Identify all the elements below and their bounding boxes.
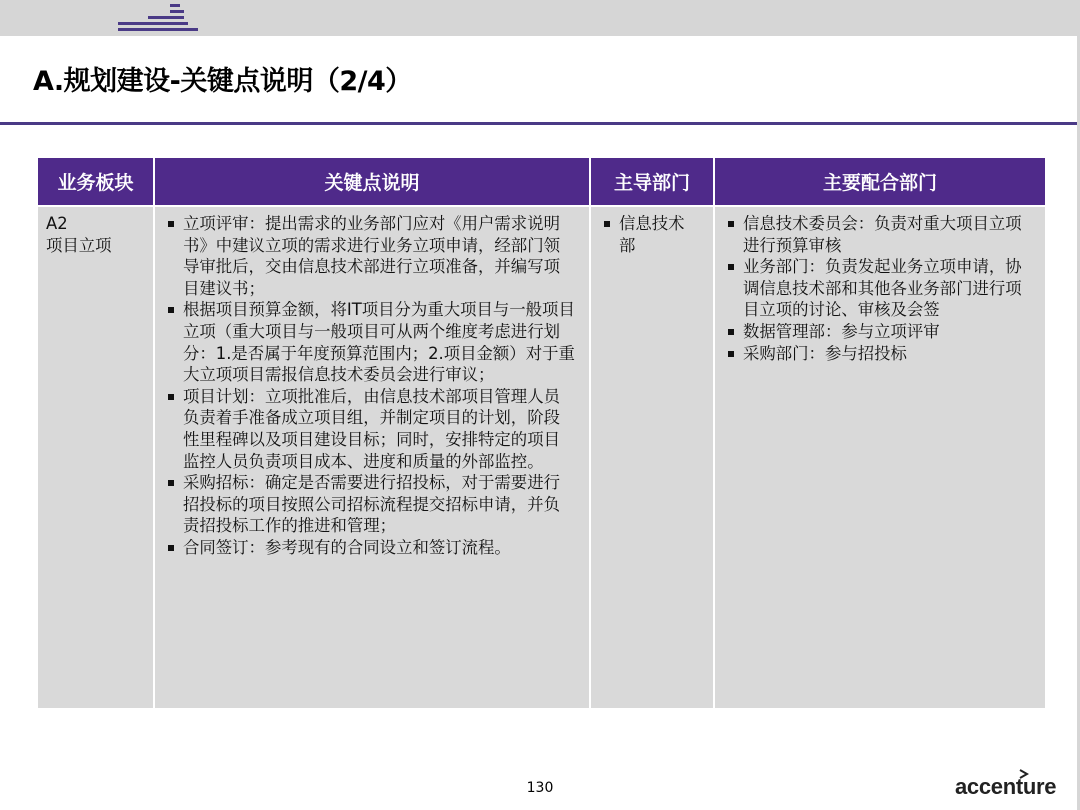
header-key-points: 关键点说明	[155, 158, 589, 205]
stripes-logo-icon	[118, 2, 200, 36]
header-lead-dept: 主导部门	[591, 158, 713, 205]
key-point-item: 根据项目预算金额，将IT项目分为重大项目与一般项目立项（重大项目与一般项目可从两个维度考虑进行划分：1.是否属于年度预算范围内；2.项目金额）对于重大立项项目需报信息技术委员会进行审议；	[163, 299, 575, 385]
key-point-item: 采购招标：确定是否需要进行招投标，对于需要进行招投标的项目按照公司招标流程提交招标申请，并负责招投标工作的推进和管理；	[163, 472, 575, 537]
segment-code: A2	[46, 214, 68, 233]
cell-key-points	[155, 207, 589, 708]
page-number: 130	[526, 780, 554, 796]
top-bar	[0, 0, 1080, 36]
supporting-dept-item: 业务部门：负责发起业务立项申请，协调信息技术部和其他各业务部门进行项目立项的讨论、审核及会签	[723, 256, 1037, 321]
supporting-dept-item: 数据管理部：参与立项评审	[723, 321, 1037, 343]
key-point-item: 立项评审：提出需求的业务部门应对《用户需求说明书》中建议立项的需求进行业务立项申请，经部门领导审批后，交由信息技术部进行立项准备，并编写项目建议书；	[163, 213, 575, 299]
header-segment: 业务板块	[38, 158, 153, 205]
supporting-depts-list	[723, 213, 1037, 364]
lead-dept-list	[599, 213, 697, 256]
segment-name: 项目立项	[46, 235, 112, 255]
key-point-item: 合同签订：参考现有的合同设立和签订流程。	[163, 537, 575, 559]
cell-lead-dept	[591, 207, 713, 708]
header-supporting-depts: 主要配合部门	[715, 158, 1045, 205]
cell-supporting-depts	[715, 207, 1045, 708]
brand-logo: accenture	[955, 774, 1057, 799]
cell-segment	[38, 207, 153, 708]
supporting-dept-item: 信息技术委员会：负责对重大项目立项进行预算审核	[723, 213, 1037, 256]
lead-dept-item: 信息技术部	[599, 213, 697, 256]
key-points-list	[163, 213, 575, 559]
key-points-table	[38, 158, 1045, 708]
supporting-dept-item: 采购部门：参与招投标	[723, 343, 1037, 365]
slide-title: A.规划建设-关键点说明（2/4）	[33, 66, 412, 97]
key-point-item: 项目计划：立项批准后，由信息技术部项目管理人员负责着手准备成立项目组，并制定项目的计划，阶段性里程碑以及项目建设目标；同时，安排特定的项目监控人员负责项目成本、进度和质量的外部监控。	[163, 386, 575, 472]
title-divider	[0, 122, 1080, 125]
